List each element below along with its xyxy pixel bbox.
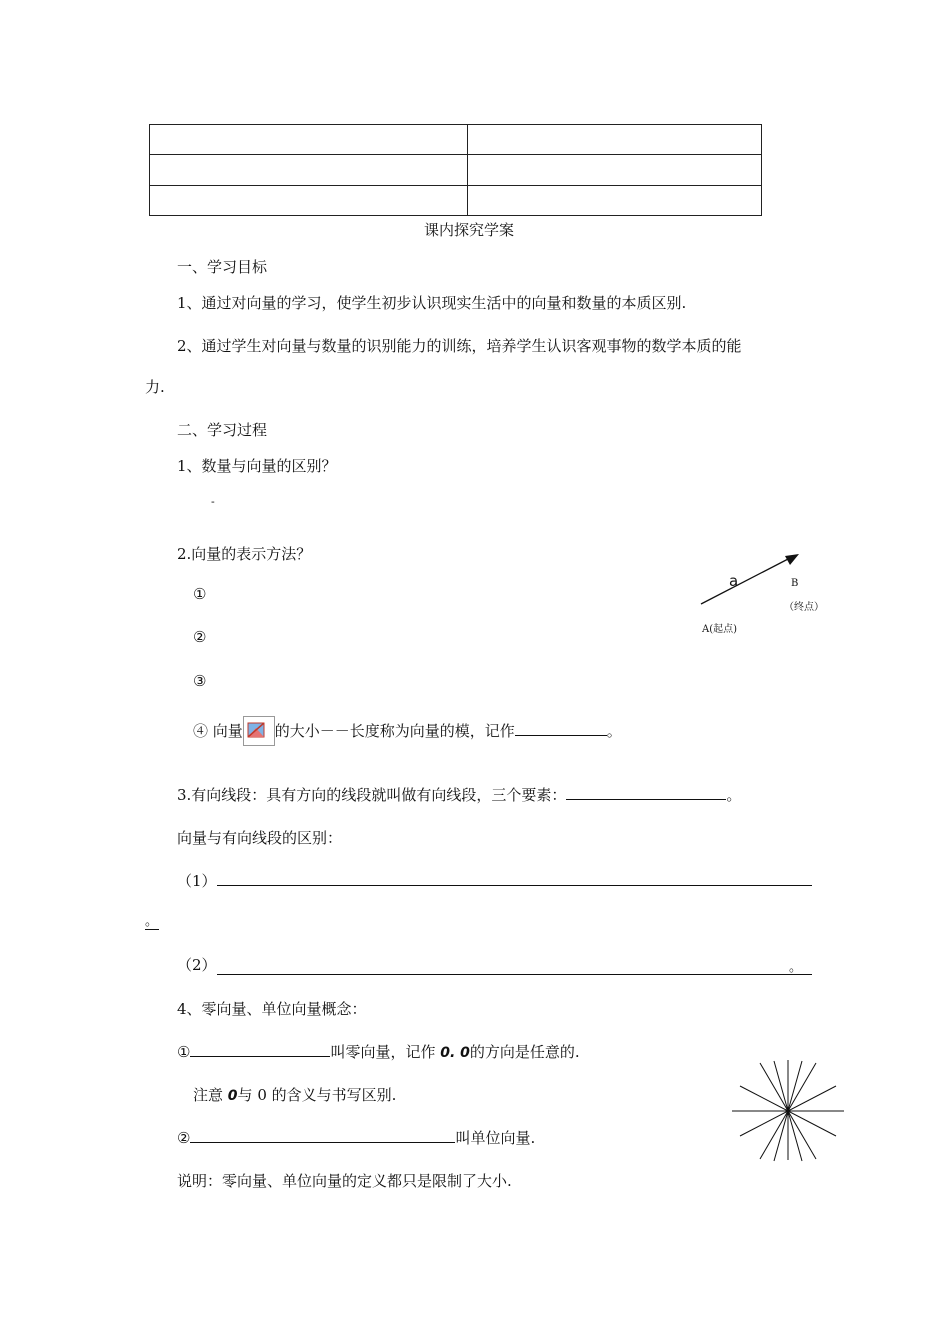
unit-vector-prefix: ②: [177, 1129, 191, 1147]
zero-vector-line: [177, 1041, 580, 1062]
zero-vector-text1: 叫零向量，记作: [330, 1043, 436, 1061]
unit-vector-blank[interactable]: [190, 1142, 455, 1143]
unit-vectors-star-icon: [730, 1058, 846, 1162]
unit-vector-line: [177, 1127, 535, 1148]
vector-label-end: （终点）: [784, 602, 824, 613]
elements-blank[interactable]: [566, 799, 726, 800]
note-prefix: 注意: [193, 1086, 224, 1104]
section1-heading: 一、学习目标: [177, 258, 268, 276]
method-4-prefix: ④ 向量: [193, 722, 243, 740]
table-row: [150, 185, 762, 215]
question-3-end: 。: [726, 786, 742, 804]
method-2: ②: [193, 628, 207, 646]
method-4: [193, 716, 622, 746]
vector-line: [701, 558, 790, 604]
vector-label-a: a: [729, 572, 739, 590]
table-cell: [150, 125, 468, 155]
table-cell: [150, 155, 468, 185]
arrow-head-icon: [785, 554, 799, 565]
explanation: 说明：零向量、单位向量的定义都只是限制了大小.: [177, 1172, 512, 1190]
table-row: [150, 155, 762, 185]
vector-label-B: B: [791, 578, 799, 589]
goal-item-2-line2: 力.: [145, 378, 165, 396]
vector-label-A: A(起点): [702, 624, 738, 635]
modulus-blank[interactable]: [515, 735, 607, 736]
table-cell: [468, 185, 762, 215]
table-cell: [468, 155, 762, 185]
goal-item-2-line1: 2、通过学生对向量与数量的识别能力的训练，培养学生认识客观事物的数学本质的能: [177, 337, 742, 355]
method-1: ①: [193, 585, 207, 603]
difference-2-label: （2）: [177, 956, 217, 974]
difference-1-blank[interactable]: [217, 885, 812, 886]
page-title: 课内探究学案: [424, 221, 515, 239]
zero-symbol-1: 0.: [440, 1045, 456, 1061]
question-1: 1、数量与向量的区别？: [177, 457, 337, 475]
note-zero-symbol: 0: [227, 1088, 238, 1104]
unit-vector-text: 叫单位向量.: [455, 1129, 536, 1147]
question-1-mark: -: [211, 495, 215, 508]
zero-vector-blank[interactable]: [190, 1056, 330, 1057]
difference-2-blank[interactable]: [217, 956, 812, 975]
note-line: [193, 1084, 396, 1105]
method-4-end: 。: [606, 722, 622, 740]
goal-item-1: 1、通过对向量的学习，使学生初步认识现实生活中的向量和数量的本质区别.: [177, 294, 687, 312]
question-2: 2.向量的表示方法？: [177, 545, 312, 563]
section2-heading: 二、学习过程: [177, 421, 268, 439]
zero-symbol-2: 0: [460, 1045, 470, 1061]
difference-2-end: 。: [789, 960, 803, 975]
zero-vector-prefix: ①: [177, 1043, 191, 1061]
difference-2: [177, 954, 812, 975]
question-4: 4、零向量、单位向量概念：: [177, 1000, 367, 1018]
difference-1-label: （1）: [177, 872, 217, 890]
method-4-suffix: 的大小－－长度称为向量的模，记作: [274, 722, 515, 740]
question-3-text: 3.有向线段：具有方向的线段就叫做有向线段，三个要素：: [177, 786, 567, 804]
method-3: ③: [193, 672, 207, 690]
difference-1: [177, 870, 812, 891]
note-text: 与 0 的含义与书写区别.: [237, 1086, 397, 1104]
zero-vector-text2: 的方向是任意的.: [469, 1043, 580, 1061]
header-table: [149, 124, 762, 216]
table-cell: [468, 125, 762, 155]
difference-1-end: 。: [145, 910, 159, 930]
table-row: [150, 125, 762, 155]
question-3: [177, 784, 741, 805]
table-cell: [150, 185, 468, 215]
image-placeholder-icon: [243, 716, 275, 746]
difference-heading: 向量与有向线段的区别：: [177, 829, 343, 847]
